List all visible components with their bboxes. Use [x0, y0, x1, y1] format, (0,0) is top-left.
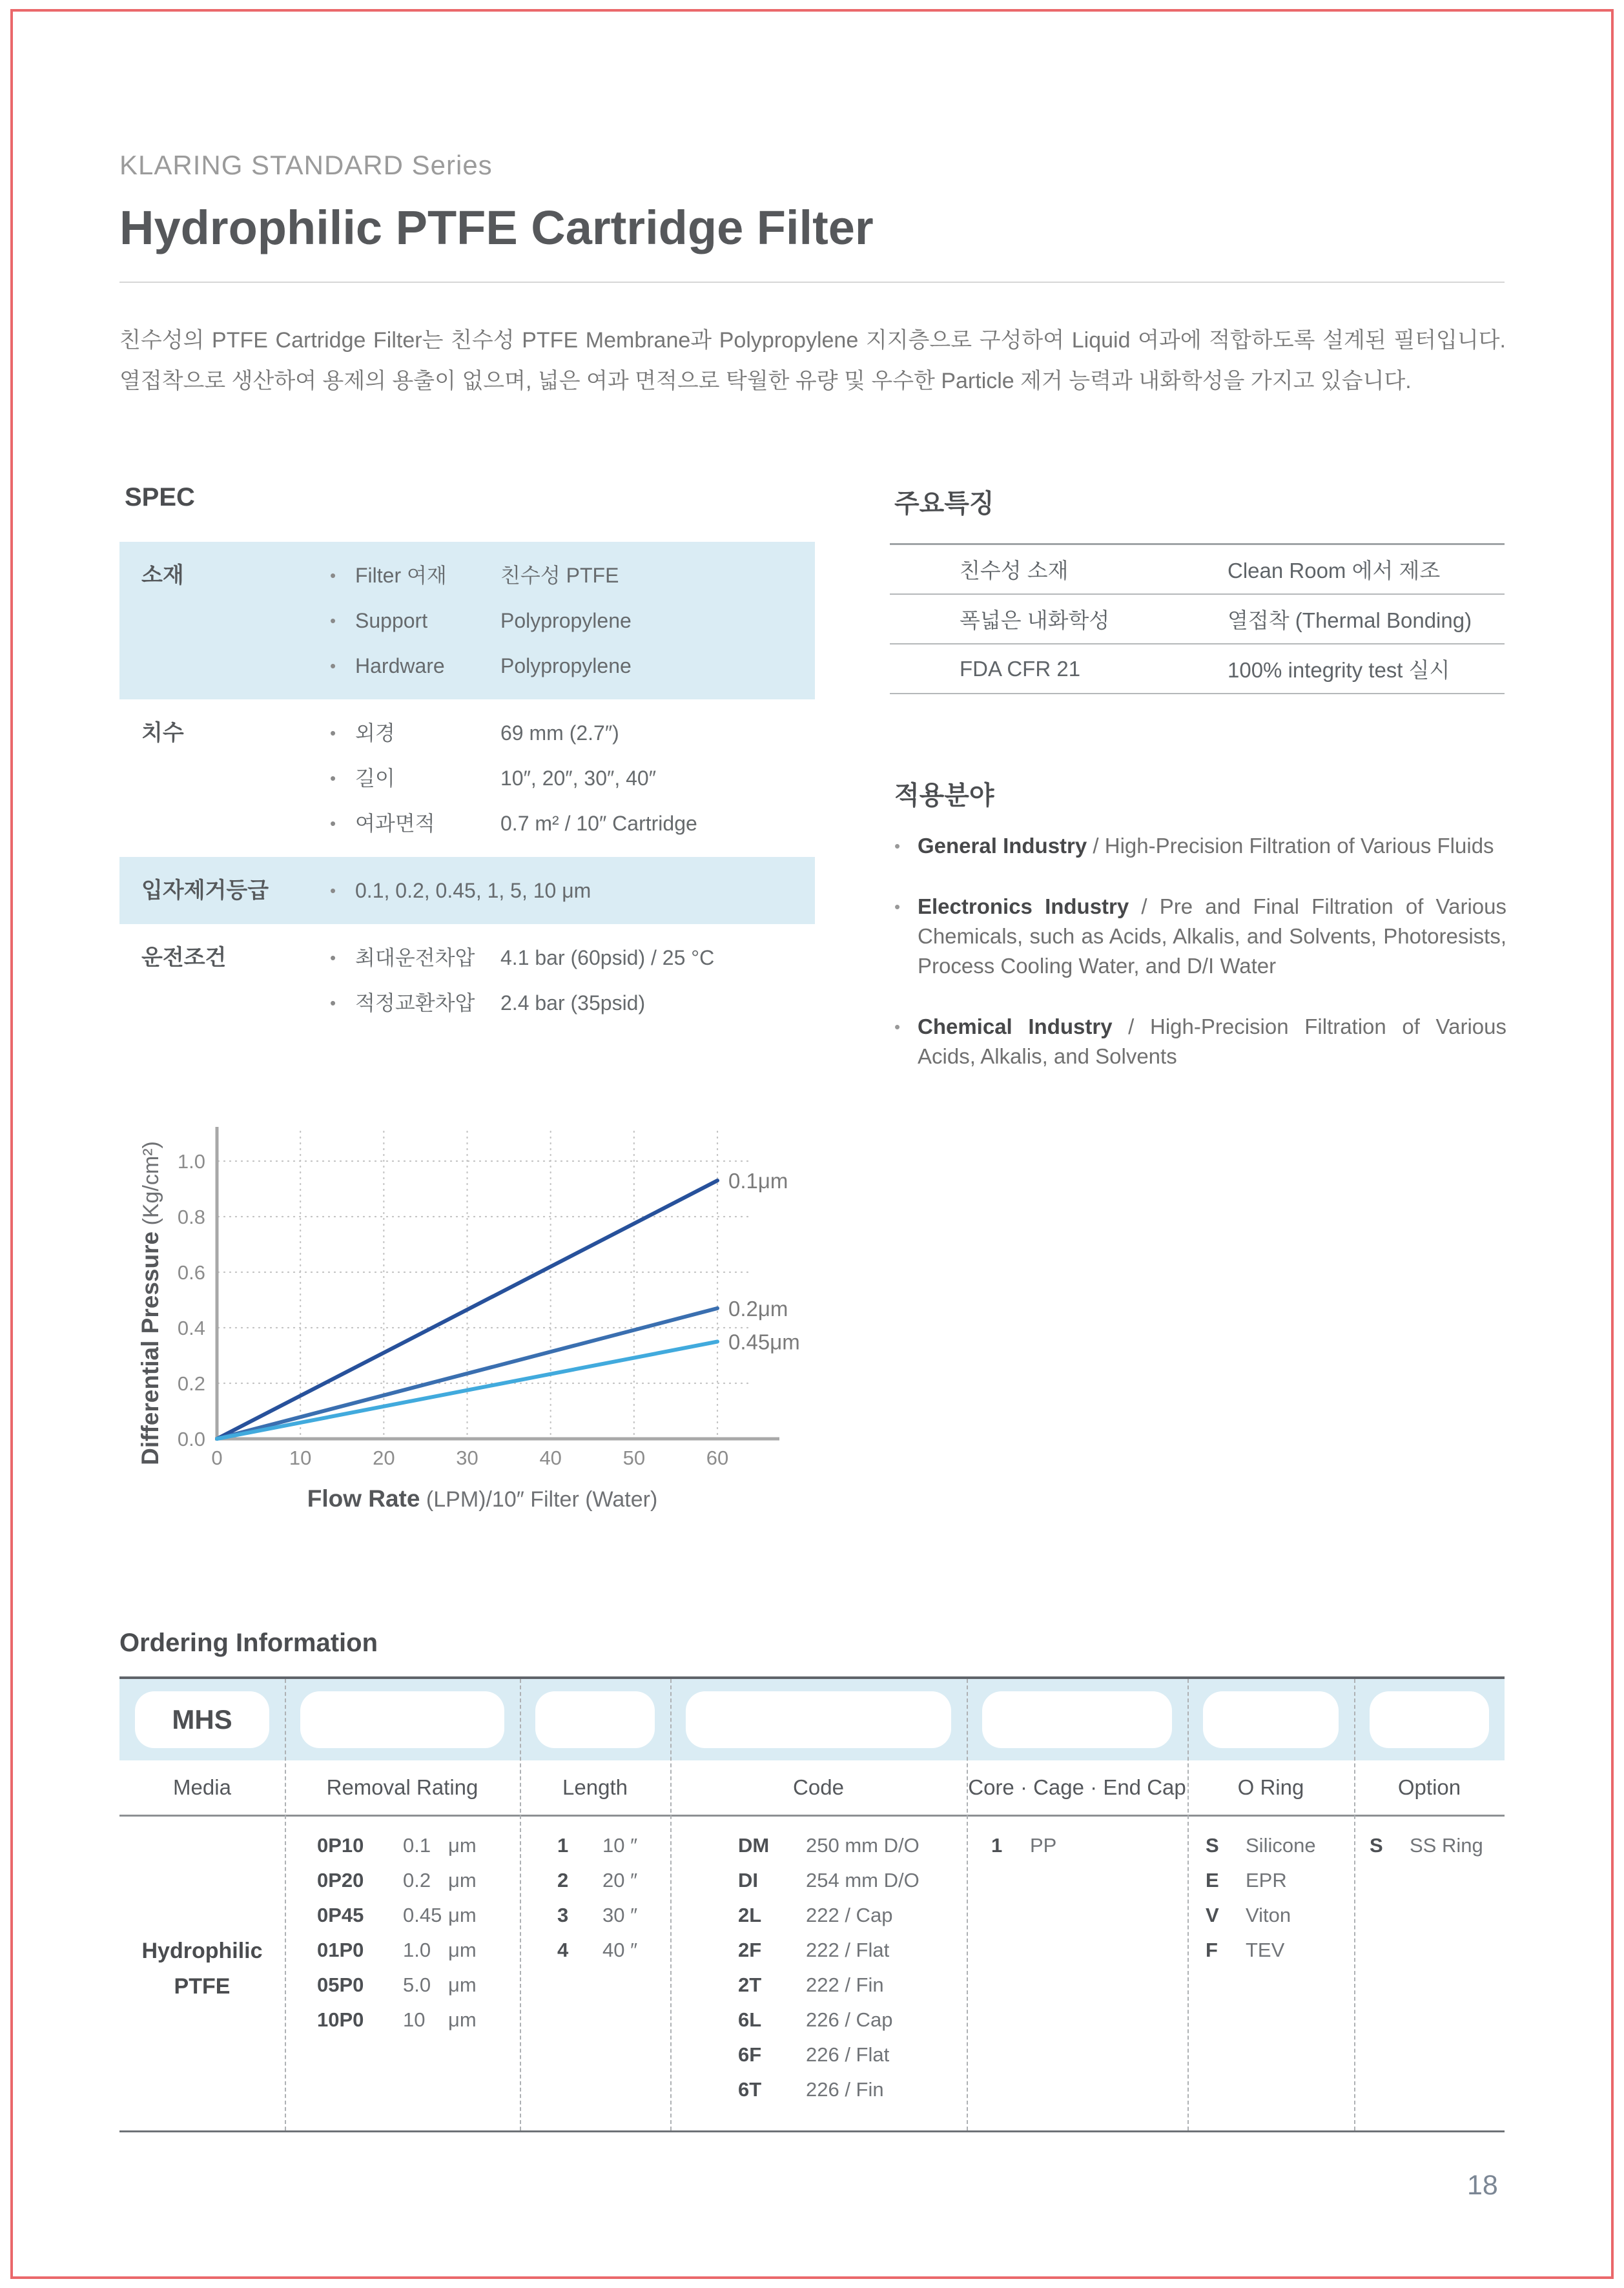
order-entry-value: 226 / Flat [806, 2043, 890, 2066]
x-axis-title-bold: Flow Rate [307, 1485, 420, 1512]
page-title: Hydrophilic PTFE Cartridge Filter [119, 201, 874, 254]
spec-item-name: 여과면적 [355, 812, 435, 835]
order-code-pill-empty [686, 1691, 951, 1748]
order-entry-unit: μm [448, 1904, 477, 1926]
order-column [967, 1828, 1187, 2130]
order-entry-code: DM [738, 1834, 770, 1857]
bullet-icon: • [330, 814, 336, 833]
spec-item-value: 2.4 bar (35psid) [500, 991, 646, 1015]
ordering-table-body [119, 1817, 1505, 2130]
description-line-1: 친수성의 PTFE Cartridge Filter는 친수성 PTFE Membrane과 Polypropylene 지지층으로 구성하여 Liquid 여과에 적합하도록 설계된 필터입니다. [119, 328, 1506, 353]
order-entry [1354, 1828, 1505, 1863]
application-industry: Electronics Industry [918, 894, 1129, 918]
application-industry: Chemical Industry [918, 1015, 1113, 1038]
order-column-separator [670, 1679, 672, 2130]
order-entry-code: 2 [557, 1869, 569, 1891]
spec-item-value: Polypropylene [500, 609, 632, 632]
y-tick-label: 0.2 [177, 1372, 205, 1395]
order-entry-value: 250 mm D/O [806, 1834, 920, 1857]
x-tick-label: 60 [706, 1447, 729, 1469]
spec-item-value: 0.1, 0.2, 0.45, 1, 5, 10 μm [355, 879, 591, 902]
application-item [894, 831, 1506, 861]
bullet-icon: • [330, 881, 336, 900]
spec-table [119, 542, 815, 1036]
order-media-line: PTFE [174, 1974, 231, 1999]
order-entry-value: 0.45 [403, 1904, 442, 1926]
order-code-pill-empty [1370, 1691, 1489, 1748]
bullet-icon: • [894, 836, 901, 856]
order-entry-value: 226 / Fin [806, 2078, 884, 2101]
spec-item-name: 길이 [355, 767, 395, 790]
order-entry [520, 1933, 670, 1968]
bullet-icon: • [330, 768, 336, 788]
applications-heading: 적용분야 [894, 781, 994, 810]
order-entry-value: EPR [1246, 1869, 1287, 1891]
order-entry-code: E [1206, 1869, 1219, 1891]
order-entry [670, 1863, 967, 1898]
order-code-cell [119, 1679, 285, 1760]
order-entry-code: 2F [738, 1939, 762, 1961]
order-column [1354, 1828, 1505, 2130]
feature-label: 친수성 소재 [960, 559, 1069, 582]
order-entry-code: 2L [738, 1904, 762, 1926]
order-entry [1187, 1828, 1354, 1863]
order-entry-code: 0P20 [317, 1869, 364, 1891]
spec-item-name: Filter 여재 [355, 564, 447, 587]
order-code-cell [285, 1679, 520, 1760]
order-entry-value: 10 [403, 2008, 426, 2031]
application-industry: General Industry [918, 834, 1087, 858]
order-entry-value: 30 ″ [602, 1904, 638, 1926]
features-heading: 주요특징 [894, 490, 994, 518]
x-tick-label: 50 [622, 1447, 646, 1469]
application-separator: / [1112, 1015, 1150, 1038]
feature-row [890, 545, 1505, 595]
spec-item-value: 0.7 m² / 10″ Cartridge [500, 812, 697, 835]
order-entry-code: 6T [738, 2078, 762, 2101]
order-entry-value: 254 mm D/O [806, 1869, 920, 1891]
order-entry-code: 0P10 [317, 1834, 364, 1857]
spec-item-name: 적정교환차압 [355, 991, 475, 1015]
order-code-cell [967, 1679, 1187, 1760]
applications-list [894, 831, 1506, 1102]
application-text [918, 831, 1506, 861]
page-number: 18 [1467, 2170, 1498, 2201]
order-entry-code: 6F [738, 2043, 762, 2066]
series-line-0.2μm [217, 1308, 717, 1439]
order-entry [670, 1968, 967, 2003]
ordering-heading: Ordering Information [119, 1629, 378, 1657]
spec-row-items [330, 935, 815, 1025]
series-label: KLARING STANDARD Series [119, 150, 493, 180]
spec-item [330, 801, 815, 846]
chart-tick-labels [178, 1150, 728, 1469]
order-entry-unit: μm [448, 1939, 477, 1961]
order-code-pill-filled: MHS [135, 1691, 269, 1748]
series-line-0.45μm [217, 1342, 717, 1439]
spec-row [119, 857, 815, 924]
spec-row [119, 542, 815, 699]
order-entry-value: 20 ″ [602, 1869, 638, 1891]
spec-row [119, 699, 815, 857]
order-entry [967, 1828, 1187, 1863]
order-entry-value: 5.0 [403, 1974, 431, 1996]
ordering-table [119, 1676, 1505, 2132]
order-column-separator [520, 1679, 521, 2130]
order-column [1187, 1828, 1354, 2130]
order-code-pill-empty [300, 1691, 504, 1748]
series-label: 0.45μm [728, 1330, 800, 1354]
spec-row-items [330, 553, 815, 688]
order-entry [670, 1933, 967, 1968]
order-entry-code: 2T [738, 1974, 762, 1996]
y-tick-label: 0.6 [177, 1261, 205, 1284]
x-axis-title [307, 1485, 658, 1512]
spec-row-label: 입자제거등급 [141, 878, 269, 903]
x-axis-title-unit: (LPM)/10″ Filter (Water) [420, 1487, 658, 1512]
order-entry [285, 1828, 520, 1863]
order-entry [520, 1828, 670, 1863]
spec-item-value: 10″, 20″, 30″, 40″ [500, 767, 657, 790]
spec-row [119, 924, 815, 1036]
bullet-icon: • [894, 897, 901, 916]
order-entry [670, 2003, 967, 2037]
application-description: Pre and Final Filtration of Various Chemicals, such as Acids, Alkalis, and Solvents, Photoresists, Process Cooling Water, and D/I Water [918, 894, 1506, 978]
spec-heading: SPEC [125, 483, 195, 511]
flow-rate-chart [97, 1098, 839, 1550]
order-column-separator [967, 1679, 968, 2130]
x-tick-label: 0 [211, 1447, 223, 1469]
order-column-header: O Ring [1237, 1775, 1304, 1799]
application-separator: / [1087, 834, 1105, 858]
title-divider [119, 282, 1505, 283]
order-entry-code: 1 [991, 1834, 1003, 1857]
order-entry-value: Silicone [1246, 1834, 1316, 1857]
order-entry [670, 1898, 967, 1933]
y-tick-label: 0.8 [177, 1206, 205, 1228]
order-entry-code: 10P0 [317, 2008, 364, 2031]
x-tick-label: 40 [539, 1447, 562, 1469]
spec-item [330, 868, 815, 913]
order-entry-code: V [1206, 1904, 1219, 1926]
order-column-header: Media [173, 1775, 231, 1799]
bullet-icon: • [330, 993, 336, 1013]
order-entry [285, 1968, 520, 2003]
order-media-line: Hydrophilic [141, 1939, 263, 1963]
order-column-separator [285, 1679, 286, 2130]
application-description: High-Precision Filtration of Various Acids, Alkalis, and Solvents [918, 1015, 1506, 1068]
order-column-separator [1187, 1679, 1189, 2130]
application-text [918, 892, 1506, 981]
order-entry-value: TEV [1246, 1939, 1285, 1961]
y-axis-title-unit: (Kg/cm²) [139, 1141, 163, 1232]
application-item [894, 1012, 1506, 1071]
order-column-header: Option [1397, 1775, 1461, 1799]
order-entry-value: 0.1 [403, 1834, 431, 1857]
order-entry [285, 1933, 520, 1968]
product-description [119, 320, 1506, 402]
order-entry-code: 6L [738, 2008, 762, 2031]
spec-item-value: 친수성 PTFE [500, 564, 619, 587]
order-entry [1187, 1863, 1354, 1898]
features-table [890, 543, 1505, 694]
feature-label: FDA CFR 21 [960, 656, 1081, 681]
spec-item [330, 980, 815, 1025]
spec-item [330, 553, 815, 598]
order-entry-value: 222 / Cap [806, 1904, 893, 1926]
order-entry-code: DI [738, 1869, 758, 1891]
order-code-cell [670, 1679, 967, 1760]
order-code-pill-empty [1203, 1691, 1339, 1748]
order-entry-value: 222 / Fin [806, 1974, 884, 1996]
order-column-header: Core · Cage · End Cap [968, 1775, 1186, 1799]
order-entry-code: S [1206, 1834, 1219, 1857]
feature-value: 100% integrity test 실시 [1228, 658, 1450, 682]
spec-item [330, 710, 815, 756]
spec-item [330, 643, 815, 688]
y-tick-label: 1.0 [177, 1150, 205, 1173]
application-description: High-Precision Filtration of Various Fluids [1104, 834, 1494, 858]
order-column [285, 1828, 520, 2130]
order-entry [285, 1863, 520, 1898]
spec-item-value: Polypropylene [500, 654, 632, 677]
order-entry-code: F [1206, 1939, 1218, 1961]
order-code-pill-empty [535, 1691, 655, 1748]
order-entry-code: 1 [557, 1834, 569, 1857]
order-entry-value: SS Ring [1410, 1834, 1483, 1857]
ordering-code-band [119, 1679, 1505, 1760]
application-text [918, 1012, 1506, 1071]
chart-gridlines [218, 1131, 750, 1436]
order-entry [520, 1863, 670, 1898]
order-entry-code: 05P0 [317, 1974, 364, 1996]
order-column-separator [1354, 1679, 1355, 2130]
feature-value: 열접착 (Thermal Bonding) [1228, 608, 1472, 632]
application-separator: / [1129, 894, 1160, 918]
order-column [119, 1828, 285, 2130]
spec-row-items [330, 868, 815, 913]
order-entry-value: 0.2 [403, 1869, 431, 1891]
order-entry-code: S [1370, 1834, 1383, 1857]
order-column [520, 1828, 670, 2130]
order-entry [520, 1898, 670, 1933]
bullet-icon: • [894, 1017, 901, 1036]
x-tick-label: 10 [289, 1447, 312, 1469]
x-tick-label: 30 [456, 1447, 478, 1469]
order-entry-unit: μm [448, 1974, 477, 1996]
order-entry-value: Viton [1246, 1904, 1291, 1926]
order-column-header: Removal Rating [326, 1775, 478, 1799]
spec-item-name: Hardware [355, 654, 445, 677]
order-entry-value: 1.0 [403, 1939, 431, 1961]
order-entry-unit: μm [448, 1834, 477, 1857]
application-item [894, 892, 1506, 981]
spec-item-name: 최대운전차압 [355, 946, 475, 969]
order-entry-value: 10 ″ [602, 1834, 638, 1857]
order-entry-code: 4 [557, 1939, 569, 1961]
order-entry-code: 3 [557, 1904, 569, 1926]
order-column [670, 1828, 967, 2130]
ordering-column-headers [119, 1760, 1505, 1817]
order-code-cell [1187, 1679, 1354, 1760]
order-entry-unit: μm [448, 1869, 477, 1891]
order-code-pill-empty [982, 1691, 1172, 1748]
order-column-header: Code [793, 1775, 844, 1799]
bullet-icon: • [330, 656, 336, 675]
spec-item-value: 4.1 bar (60psid) / 25 °C [500, 946, 715, 969]
bullet-icon: • [330, 948, 336, 967]
feature-row [890, 595, 1505, 644]
y-tick-label: 0.4 [177, 1317, 205, 1339]
order-entry [285, 1898, 520, 1933]
description-line-2: 열접착으로 생산하여 용제의 용출이 없으며, 넓은 여과 면적으로 탁월한 유량 및 우수한 Particle 제거 능력과 내화학성을 가지고 있습니다. [119, 369, 1412, 393]
feature-value: Clean Room 에서 제조 [1228, 559, 1441, 582]
feature-label: 폭넓은 내화학성 [960, 608, 1110, 632]
spec-row-label: 치수 [141, 721, 184, 745]
order-entry [670, 2072, 967, 2107]
y-tick-label: 0.0 [177, 1428, 205, 1450]
order-entry [285, 2003, 520, 2037]
spec-row-items [330, 710, 815, 846]
series-label: 0.1μm [728, 1169, 788, 1193]
spec-item-name: 외경 [355, 721, 395, 745]
order-entry [1187, 1933, 1354, 1968]
order-entry-value: 222 / Flat [806, 1939, 890, 1961]
order-media-cell [119, 1828, 285, 2005]
spec-item [330, 756, 815, 801]
bullet-icon: • [330, 611, 336, 630]
bullet-icon: • [330, 723, 336, 743]
order-entry-unit: μm [448, 2008, 477, 2031]
order-code-cell [520, 1679, 670, 1760]
feature-row [890, 644, 1505, 694]
order-entry-value: PP [1030, 1834, 1057, 1857]
spec-item-name: Support [355, 609, 428, 632]
y-axis-title-bold: Differential Pressure [137, 1231, 163, 1465]
order-entry-code: 0P45 [317, 1904, 364, 1926]
spec-item [330, 935, 815, 980]
order-entry-value: 226 / Cap [806, 2008, 893, 2031]
order-entry [1187, 1898, 1354, 1933]
chart-series-labels [728, 1169, 800, 1354]
bullet-icon: • [330, 566, 336, 585]
y-axis-title [137, 1141, 163, 1465]
order-entry-value: 40 ″ [602, 1939, 638, 1961]
spec-row-label: 소재 [141, 563, 184, 588]
spec-item-value: 69 mm (2.7″) [500, 721, 619, 745]
x-tick-label: 20 [373, 1447, 395, 1469]
order-column-header: Length [562, 1775, 628, 1799]
order-entry-code: 01P0 [317, 1939, 364, 1961]
spec-row-label: 운전조건 [141, 945, 227, 970]
series-label: 0.2μm [728, 1296, 788, 1321]
order-code-cell [1354, 1679, 1505, 1760]
order-entry [670, 2037, 967, 2072]
order-entry [670, 1828, 967, 1863]
spec-item [330, 598, 815, 643]
